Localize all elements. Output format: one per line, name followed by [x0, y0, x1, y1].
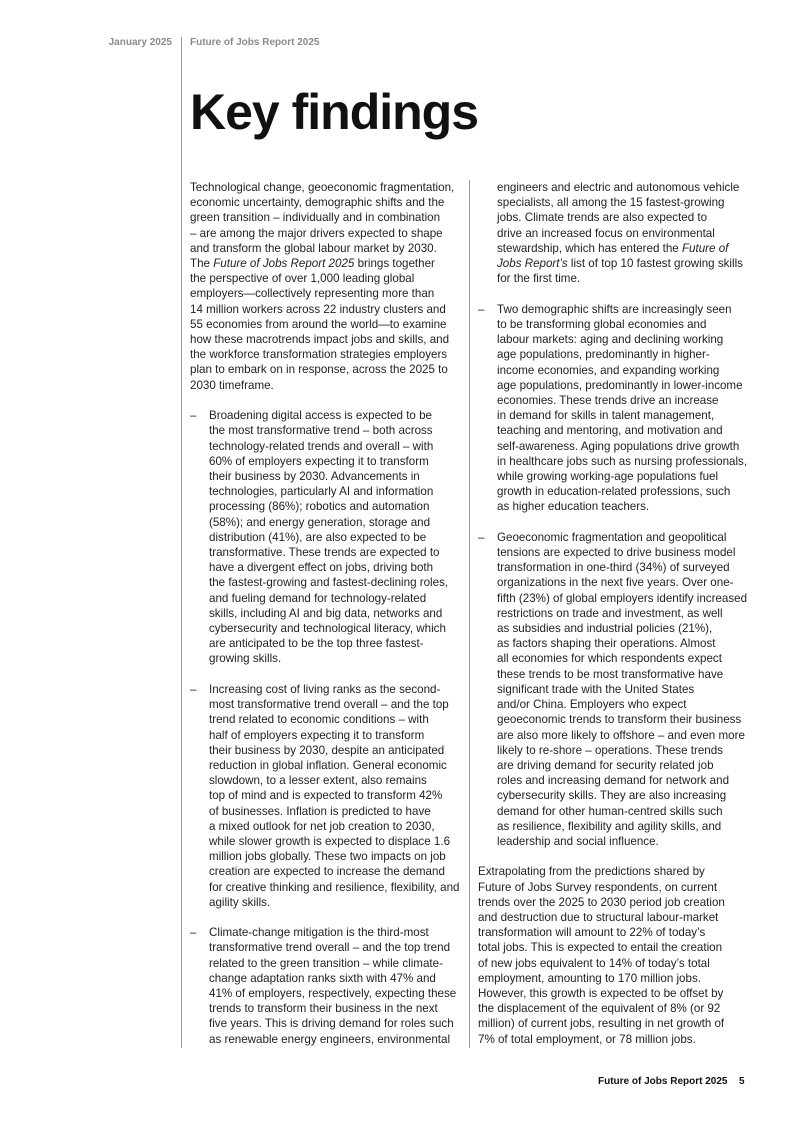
- text-line: in demand for skills in talent management,: [497, 409, 715, 423]
- text-line: and destruction due to structural labour-market: [478, 911, 719, 925]
- text-line: cybersecurity skills. They are also increasing: [497, 789, 727, 803]
- text-line: how these macrotrends impact jobs and skills, and: [190, 333, 450, 347]
- header-date: January 2025: [108, 37, 172, 48]
- text-line: trend related to economic conditions – with: [209, 713, 429, 727]
- text-line: the workforce transformation strategies employers: [190, 348, 448, 362]
- text-line: the displacement of the equivalent of 8% (or 92: [478, 1002, 721, 1016]
- text-line: while slower growth is expected to displace 1.6: [209, 834, 451, 848]
- text-line: are also more likely to offshore – and even more: [497, 728, 745, 742]
- text-line: plan to embark on in response, across the 2025 to: [190, 363, 448, 377]
- text-fragment: The: [190, 257, 214, 271]
- text-line: million) of current jobs, resulting in net growth of: [478, 1017, 725, 1031]
- text-line: trends to transform their business in the next: [209, 1002, 438, 1016]
- bullet-dash: –: [190, 926, 197, 940]
- text-line: are driving demand for security related job: [497, 758, 714, 772]
- text-line: economic uncertainty, demographic shifts and the: [190, 196, 445, 210]
- text-line: to be transforming global economies and: [497, 317, 707, 331]
- text-line: total jobs. This is expected to entail the creation: [478, 941, 723, 955]
- right-column: [478, 180, 750, 1047]
- text-line: (58%); and energy generation, storage and: [209, 515, 431, 529]
- text-line: economies. These trends drive an increase: [497, 393, 719, 407]
- text-line: growth in education-related professions, such: [497, 485, 731, 499]
- text-line: technology-related trends and overall – with: [209, 439, 434, 453]
- text-line: organizations in the next five years. Over one-: [497, 576, 734, 590]
- text-line: while growing working-age populations fuel: [497, 469, 719, 483]
- text-line: Broadening digital access is expected to be: [209, 409, 432, 423]
- text-line: Technological change, geoeconomic fragmentation,: [190, 181, 455, 194]
- text-fragment: brings together: [354, 257, 435, 271]
- header-divider-line: [181, 37, 182, 1048]
- text-line: trends over the 2025 to 2030 period job creation: [478, 895, 725, 909]
- text-line: and fueling demand for technology-related: [209, 591, 427, 605]
- text-line: growing skills.: [209, 652, 282, 666]
- text-line: engineers and electric and autonomous vehicle: [497, 181, 740, 194]
- text-line: their business by 2030, despite an anticipated: [209, 743, 445, 757]
- text-line: employment, amounting to 170 million jobs.: [478, 971, 701, 985]
- footer-report-title: Future of Jobs Report 2025: [598, 1076, 728, 1087]
- text-line: roles and increasing demand for network and: [497, 774, 730, 788]
- text-line: Two demographic shifts are increasingly seen: [497, 302, 732, 316]
- text-line: jobs. Climate trends are also expected to: [497, 211, 708, 225]
- bullet-item: [190, 682, 462, 910]
- text-line: agility skills.: [209, 895, 271, 909]
- text-line: creation are expected to increase the demand: [209, 865, 445, 879]
- text-line: skills, including AI and big data, networks and: [209, 606, 443, 620]
- text-line: as resilience, flexibility and agility skills, and: [497, 819, 722, 833]
- text-line: self-awareness. Aging populations drive growth: [497, 439, 740, 453]
- text-line: fifth (23%) of global employers identify increased: [497, 591, 748, 605]
- text-line: five years. This is driving demand for roles such: [209, 1017, 454, 1031]
- text-line: as renewable energy engineers, environmental: [209, 1032, 451, 1046]
- text-line: drive an increased focus on environmental: [497, 226, 715, 240]
- text-line: Increasing cost of living ranks as the second-: [209, 682, 441, 696]
- bullet-item: [478, 530, 750, 849]
- header-report-title: Future of Jobs Report 2025: [190, 37, 320, 48]
- text-line: 55 economies from around the world—to examine: [190, 317, 447, 331]
- text-line: transformative. These trends are expected to: [209, 545, 440, 559]
- intro-paragraph: [190, 180, 462, 393]
- text-line: 41% of employers, respectively, expecting these: [209, 987, 457, 1001]
- bullet-item: [190, 408, 462, 666]
- text-line: technologies, particularly AI and information: [209, 485, 434, 499]
- text-line: demand for other human-centred skills such: [497, 804, 723, 818]
- text-line: Geoeconomic fragmentation and geopolitical: [497, 530, 727, 544]
- column-divider-line: [469, 180, 470, 1048]
- text-line: [190, 256, 462, 271]
- text-line: distribution (41%), are also expected to be: [209, 530, 427, 544]
- text-line: most transformative trend overall – and the top: [209, 698, 449, 712]
- text-line: teaching and mentoring, and motivation and: [497, 424, 723, 438]
- text-line: 60% of employers expecting it to transform: [209, 454, 429, 468]
- text-fragment: list of top 10 fastest growing skills: [567, 257, 743, 271]
- page-title: Key findings: [190, 84, 479, 140]
- text-line: as higher education teachers.: [497, 500, 650, 514]
- text-line: cybersecurity and technological literacy, which: [209, 621, 446, 635]
- bullet-item: [190, 925, 462, 1047]
- text-line: their business by 2030. Advancements in: [209, 469, 420, 483]
- text-line: are anticipated to be the top three fastest-: [209, 637, 424, 651]
- text-line: of new jobs equivalent to 14% of today’s total: [478, 956, 710, 970]
- text-line: leadership and social influence.: [497, 834, 659, 848]
- italic-title-text: Future of Jobs Report 2025: [213, 257, 355, 271]
- climate-bullet-continuation: [497, 180, 750, 286]
- text-line: green transition – individually and in combination: [190, 211, 441, 225]
- text-line: labour markets: aging and declining working: [497, 333, 724, 347]
- text-line: 14 million workers across 22 industry clusters and: [190, 302, 446, 316]
- text-line: – are among the major drivers expected to shape: [190, 226, 443, 240]
- text-line: the most transformative trend – both across: [209, 424, 433, 438]
- text-line: a mixed outlook for net job creation to 2030,: [209, 819, 435, 833]
- closing-paragraph: [478, 864, 750, 1046]
- page-number: 5: [739, 1076, 745, 1087]
- text-line: [497, 241, 750, 256]
- text-line: for creative thinking and resilience, flexibility, and: [209, 880, 460, 894]
- text-line: Extrapolating from the predictions shared by: [478, 865, 705, 879]
- text-line: in healthcare jobs such as nursing professionals,: [497, 454, 748, 468]
- text-line: However, this growth is expected to be offset by: [478, 987, 724, 1001]
- italic-title-text: Future of: [681, 241, 729, 255]
- text-line: 7% of total employment, or 78 million jobs.: [478, 1032, 696, 1046]
- text-line: slowdown, to a lesser extent, also remains: [209, 774, 427, 788]
- text-line: specialists, all among the 15 fastest-growing: [497, 196, 725, 210]
- text-line: the fastest-growing and fastest-declining roles,: [209, 576, 449, 590]
- text-line: change adaptation ranks sixth with 47% and: [209, 971, 436, 985]
- text-line: half of employers expecting it to transform: [209, 728, 425, 742]
- italic-title-text: Jobs Report’s: [497, 257, 568, 271]
- bullet-item: [478, 302, 750, 515]
- text-line: [497, 256, 750, 271]
- text-line: restrictions on trade and investment, as well: [497, 606, 723, 620]
- bullet-dash: –: [478, 302, 485, 316]
- text-line: Climate-change mitigation is the third-most: [209, 926, 429, 940]
- text-line: processing (86%); robotics and automation: [209, 500, 430, 514]
- text-line: income economies, and expanding working: [497, 363, 720, 377]
- text-line: age populations, predominantly in lower-income: [497, 378, 743, 392]
- text-line: tensions are expected to drive business model: [497, 546, 736, 560]
- text-line: 2030 timeframe.: [190, 378, 274, 392]
- left-column: [190, 180, 462, 1062]
- text-line: age populations, predominantly in higher-: [497, 348, 710, 362]
- text-line: the perspective of over 1,000 leading global: [190, 272, 415, 286]
- text-line: top of mind and is expected to transform 42%: [209, 789, 443, 803]
- bullet-dash: –: [478, 530, 485, 544]
- text-line: Future of Jobs Survey respondents, on current: [478, 880, 718, 894]
- text-line: these trends to be most transformative have: [497, 667, 724, 681]
- text-line: have a divergent effect on jobs, driving both: [209, 561, 434, 575]
- bullet-dash: –: [190, 409, 197, 423]
- text-line: significant trade with the United States: [497, 682, 695, 696]
- text-line: likely to re-shore – operations. These trends: [497, 743, 723, 757]
- text-line: million jobs globally. These two impacts on job: [209, 850, 446, 864]
- text-line: and transform the global labour market by 2030.: [190, 241, 437, 255]
- text-line: for the first time.: [497, 272, 581, 286]
- text-line: employers—collectively representing more than: [190, 287, 435, 301]
- text-fragment: stewardship, which has entered the: [497, 241, 682, 255]
- text-line: as factors shaping their operations. Almost: [497, 637, 716, 651]
- text-line: as subsidies and industrial policies (21%),: [497, 622, 713, 636]
- text-line: geoeconomic trends to transform their business: [497, 713, 742, 727]
- text-line: transformation will amount to 22% of today’s: [478, 926, 706, 940]
- text-line: reduction in global inflation. General economic: [209, 758, 447, 772]
- bullet-dash: –: [190, 682, 197, 696]
- text-line: and/or China. Employers who expect: [497, 698, 687, 712]
- text-line: of businesses. Inflation is predicted to have: [209, 804, 431, 818]
- text-line: transformative trend overall – and the top trend: [209, 941, 451, 955]
- text-line: transformation in one-third (34%) of surveyed: [497, 561, 730, 575]
- text-line: related to the green transition – while climate-: [209, 956, 443, 970]
- text-line: all economies for which respondents expect: [497, 652, 722, 666]
